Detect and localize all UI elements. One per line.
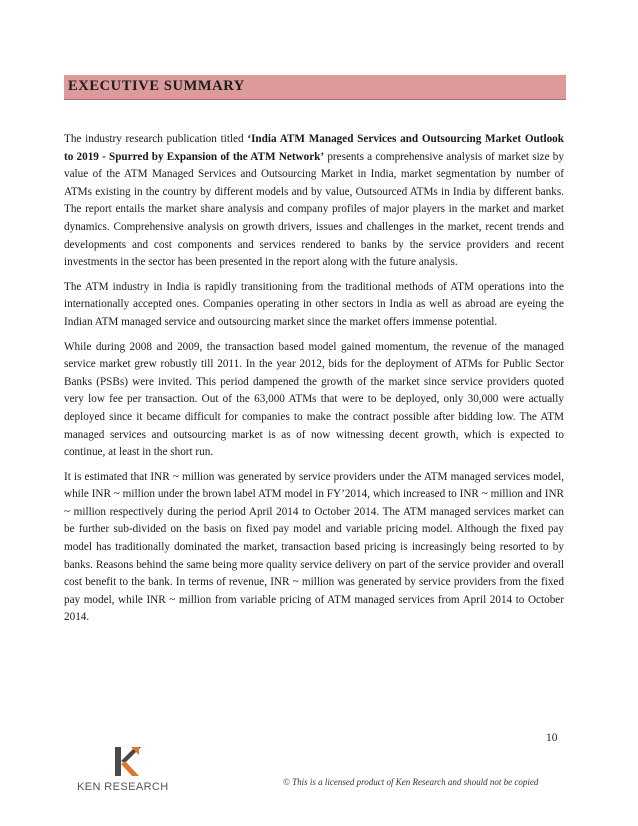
publication-title: ‘India ATM Managed Services and Outsourcing Market Outlook to 2019 - Spurred by Expansion of the ATM Network’ bbox=[64, 133, 564, 163]
page-number: 10 bbox=[546, 732, 558, 744]
revenue-paragraph: It is estimated that INR ~ million was generated by service providers under the ATM managed services model, while INR ~ million under the brown label ATM model in FY’2014, which increased to INR ~ million and INR ~ million respectively during the period April 2014 to October 2014. The ATM managed services market can be further sub-divided on the basis on fixed pay model and variable pricing model. Although the fixed pay model has traditionally dominated the market, transaction based pricing is increasingly being resorted to by banks. Reasons behind the same being more quality service delivery on part of the service provider and overall cost benefit to the bank. In terms of revenue, INR ~ million was generated by service providers from the fixed pay model, while INR ~ million from variable pricing of ATM managed services from April 2014 to October 2014. bbox=[64, 470, 564, 624]
ken-research-logo bbox=[77, 745, 185, 797]
intro-rest: presents a comprehensive analysis of market size by value of the ATM Managed Services and Outsourcing Market in India, market segmentation by number of ATMs existing in the country by different models and by value, Outsourced ATMs in India by different banks. The report entails the market share analysis and company profiles of major players in the market and market dynamics. Comprehensive analysis on growth drivers, issues and challenges in the market, recent trends and developments and cost components and services rendered to banks by the service providers and recent investments in the sector has been presented in the report along with the future analysis. bbox=[64, 150, 564, 269]
ken-research-k-logo-icon bbox=[113, 745, 141, 778]
document-body bbox=[64, 131, 564, 634]
history-paragraph: While during 2008 and 2009, the transaction based model gained momentum, the revenue of the managed service market grew robustly till 2011. In the year 2012, bids for the deployment of ATMs for Public Sector Banks (PSBs) were invited. This period dampened the growth of the market since service providers quoted very low fee per transaction. Out of the 63,000 ATMs that were to be deployed, only 30,000 were actually deployed since it became difficult for companies to make the contract possible after bidding low. The ATM managed services and outsourcing market is as of now witnessing decent growth, which is expected to continue, at least in the short run. bbox=[64, 340, 564, 459]
copyright-notice: © This is a licensed product of Ken Research and should not be copied bbox=[283, 777, 539, 787]
intro-paragraph bbox=[64, 131, 564, 272]
section-heading: EXECUTIVE SUMMARY bbox=[68, 78, 245, 94]
logo-wordmark: KEN RESEARCH bbox=[77, 781, 169, 793]
transition-paragraph: The ATM industry in India is rapidly transitioning from the traditional methods of ATM operations into the internationally accepted ones. Companies operating in other sectors in India as well as abroad are eyeing the Indian ATM managed service and outsourcing market since the market offers immense potential. bbox=[64, 280, 564, 328]
section-heading-bar bbox=[64, 75, 566, 100]
intro-lead: The industry research publication titled bbox=[64, 133, 248, 145]
